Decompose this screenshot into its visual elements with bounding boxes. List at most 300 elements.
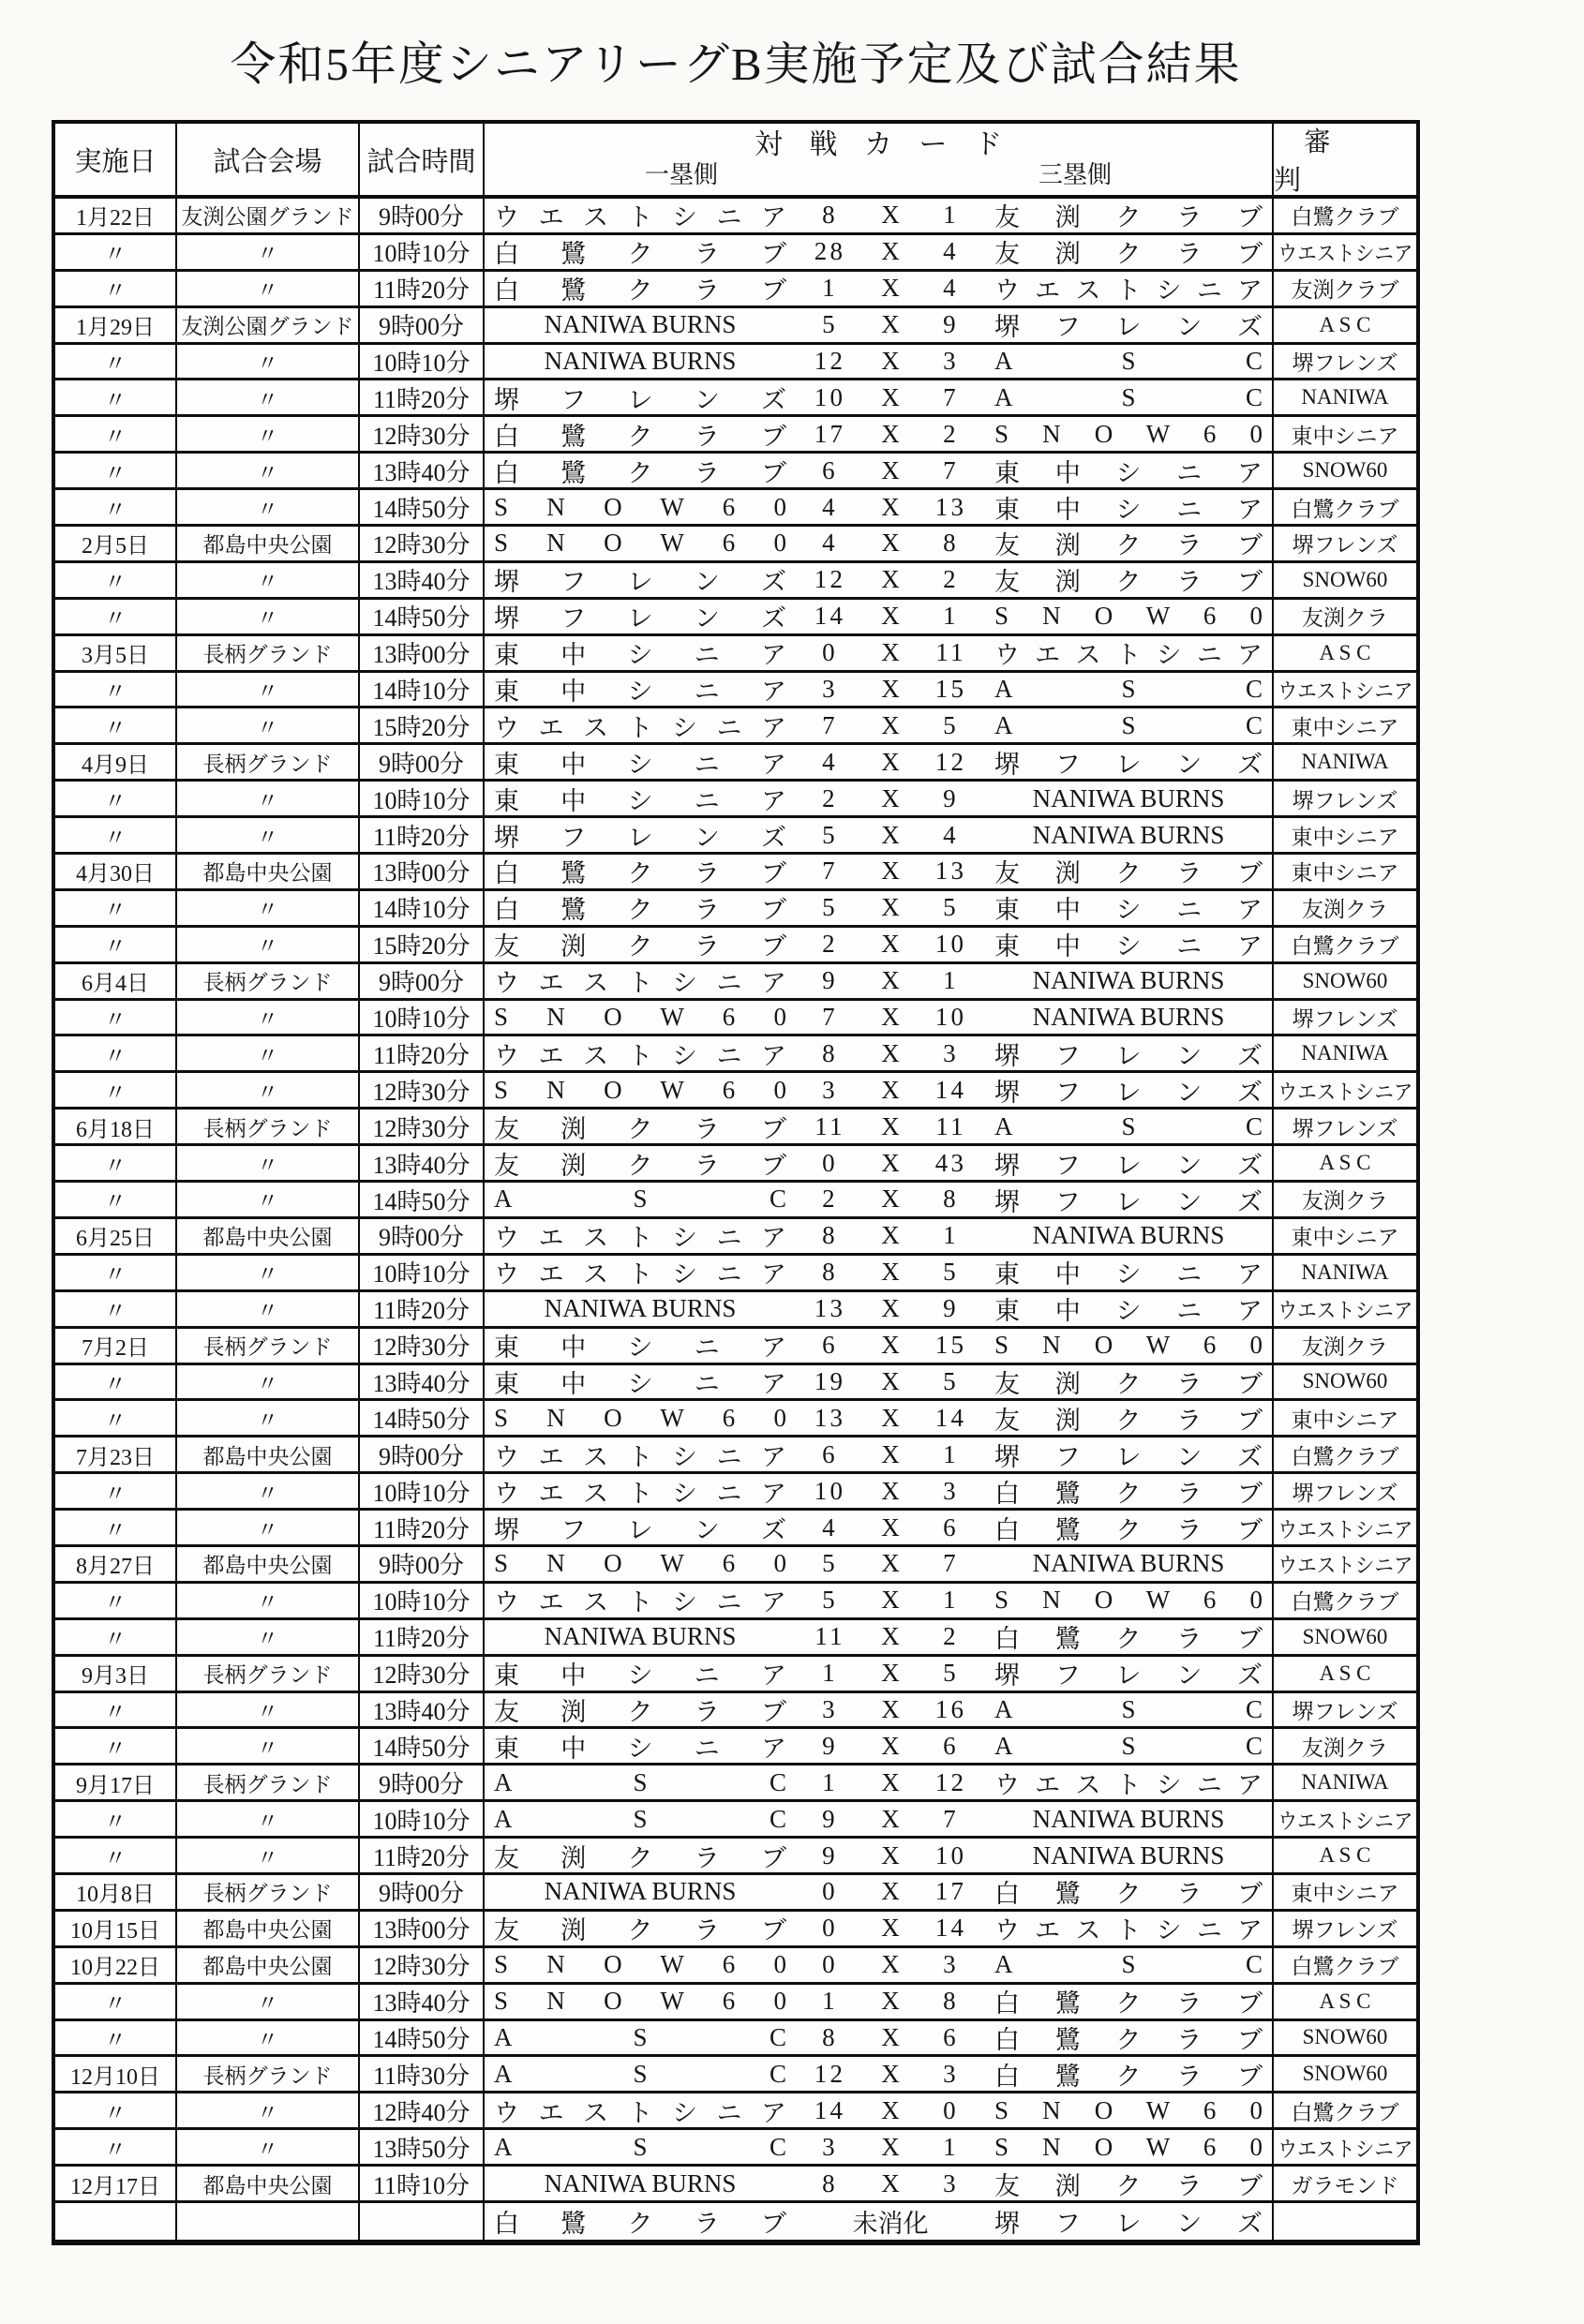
table-row — [55, 1365, 1416, 1402]
team-first-base: 白 鷺 ク ラ ブ — [494, 896, 786, 925]
cell-date — [55, 1948, 177, 1982]
cell-date — [55, 1912, 177, 1945]
table-row — [55, 745, 1416, 782]
team-first-base: A S C — [494, 1184, 786, 1214]
cell-venue — [177, 308, 360, 342]
date-value: 〃 — [104, 1810, 127, 1835]
score-first-base: 5 — [822, 893, 838, 922]
cell-venue — [177, 380, 360, 414]
cell-match — [485, 235, 1274, 269]
cell-date — [55, 2093, 177, 2127]
score-first-base: 3 — [822, 2132, 838, 2161]
date-value: 10月8日 — [76, 1883, 155, 1908]
team-first-base: 東 中 シ ニ ア — [494, 786, 786, 815]
time-value: 13時40分 — [372, 1697, 471, 1725]
table-row — [55, 308, 1416, 345]
team-third-base: 白 鷺 ク ラ ブ — [994, 1625, 1263, 1654]
table-row — [55, 417, 1416, 454]
table-row — [55, 2021, 1416, 2058]
time-value: 9時00分 — [378, 1552, 464, 1580]
venue-value: 〃 — [257, 1189, 278, 1214]
score-third-base: 4 — [943, 274, 959, 303]
cell-time — [360, 563, 485, 597]
cell-date — [55, 454, 177, 487]
cell-umpire — [1274, 563, 1416, 597]
cell-umpire — [1274, 1401, 1416, 1435]
cell-venue — [177, 235, 360, 269]
time-value: 11時20分 — [372, 1843, 471, 1871]
cell-date — [55, 1765, 177, 1799]
score-first-base: 1 — [822, 1987, 838, 2016]
score-first-base: 17 — [814, 419, 846, 448]
cell-match — [485, 417, 1274, 451]
score-third-base: 0 — [943, 2095, 959, 2124]
team-third-base: 東 中 シ ニ ア — [994, 896, 1263, 925]
team-first-base: S N O W 6 0 — [494, 492, 786, 521]
date-value: 1月29日 — [76, 316, 155, 341]
team-first-base: 堺 フ レ ン ズ — [494, 823, 786, 852]
score-group — [790, 784, 991, 813]
score-first-base: 14 — [814, 2095, 846, 2124]
umpire-value: 堺フレンズ — [1292, 1481, 1398, 1505]
score-third-base: 3 — [943, 2059, 959, 2088]
cell-time — [360, 1511, 485, 1544]
score-group — [790, 2023, 991, 2052]
cell-match — [485, 1875, 1274, 1909]
score-group — [790, 529, 991, 558]
venue-value: 〃 — [257, 788, 278, 812]
cell-time — [360, 782, 485, 815]
cell-venue — [177, 2203, 360, 2240]
cell-match — [485, 454, 1274, 487]
cell-venue — [177, 928, 360, 961]
team-third-base: 友 渕 ク ラ ブ — [994, 859, 1263, 888]
cell-date — [55, 1729, 177, 1763]
cell-time — [360, 855, 485, 888]
score-group — [790, 857, 991, 886]
time-value: 11時30分 — [372, 2062, 471, 2090]
venue-value: 長柄グランド — [202, 643, 333, 667]
table-row — [55, 2130, 1416, 2167]
umpire-value: 東中シニア — [1291, 424, 1399, 448]
score-first-base: 5 — [822, 820, 838, 849]
date-value: 〃 — [104, 1300, 127, 1325]
table-row — [55, 1256, 1416, 1292]
score-separator: X — [881, 930, 900, 959]
cell-match — [485, 1802, 1274, 1836]
team-first-base: A S C — [494, 2059, 786, 2088]
score-group — [790, 383, 991, 412]
cell-venue — [177, 1948, 360, 1982]
cell-match — [485, 1401, 1274, 1435]
date-value: 〃 — [104, 1190, 127, 1215]
umpire-value: ウエストシニア — [1278, 1554, 1412, 1578]
venue-value: 都島中央公園 — [202, 2173, 333, 2197]
team-third-base: S N O W 6 0 — [994, 1331, 1263, 1360]
time-value: 11時20分 — [372, 1625, 471, 1653]
venue-value: 〃 — [257, 1299, 278, 1323]
cell-time — [360, 308, 485, 342]
team-third-base: 堺 フ レ ン ズ — [994, 1442, 1263, 1471]
cell-date — [55, 1547, 177, 1581]
score-third-base: 7 — [943, 455, 959, 484]
team-first-base: 堺 フ レ ン ズ — [494, 385, 786, 414]
team-third-base: A S C — [994, 347, 1263, 375]
cell-match — [485, 1292, 1274, 1326]
cell-match — [485, 1912, 1274, 1945]
score-group — [790, 310, 991, 339]
team-first-base: ウエストシニア — [494, 969, 786, 998]
cell-umpire — [1274, 708, 1416, 742]
date-value: 〃 — [104, 1736, 127, 1762]
cell-date — [55, 417, 177, 451]
team-first-base: S N O W 6 0 — [494, 1075, 786, 1104]
score-group — [790, 711, 991, 740]
time-value: 13時40分 — [372, 458, 471, 486]
date-value: 〃 — [104, 1992, 127, 2018]
score-separator: X — [881, 1111, 900, 1140]
score-first-base: 10 — [814, 382, 846, 411]
date-value: 〃 — [104, 899, 127, 924]
venue-value: 〃 — [257, 1371, 278, 1395]
table-row — [55, 380, 1416, 417]
venue-value: 都島中央公園 — [202, 1918, 333, 1943]
team-first-base: A S C — [494, 1804, 786, 1833]
date-value: 3月5日 — [82, 644, 149, 669]
date-value: 〃 — [104, 1591, 127, 1616]
cell-umpire — [1274, 454, 1416, 487]
cell-umpire — [1274, 1839, 1416, 1872]
cell-date — [55, 380, 177, 414]
team-third-base: 白 鷺 ク ラ ブ — [994, 1989, 1263, 2019]
cell-venue — [177, 1729, 360, 1763]
umpire-value: NANIWA — [1301, 1259, 1389, 1284]
score-group — [790, 1331, 991, 1360]
cell-match — [485, 745, 1274, 779]
venue-value: 〃 — [257, 1153, 278, 1177]
time-value: 13時40分 — [372, 1989, 471, 2018]
team-third-base: 堺 フ レ ン ズ — [994, 750, 1263, 779]
team-third-base: S N O W 6 0 — [994, 419, 1263, 448]
cell-venue — [177, 1438, 360, 1471]
score-first-base: 0 — [822, 1950, 838, 1979]
score-first-base: 2 — [822, 1184, 838, 1214]
cell-venue — [177, 2167, 360, 2200]
cell-time — [360, 1365, 485, 1399]
cell-venue — [177, 964, 360, 998]
umpire-value: ウエストシニア — [1278, 1517, 1412, 1542]
cell-venue — [177, 1036, 360, 1070]
venue-value: 〃 — [257, 679, 278, 704]
cell-date — [55, 527, 177, 560]
team-third-base: ウエストシニア — [994, 1916, 1263, 1945]
score-group — [790, 1659, 991, 1688]
score-third-base: 10 — [934, 930, 967, 959]
date-value: 8月27日 — [76, 1555, 155, 1580]
score-first-base: 2 — [822, 930, 838, 959]
cell-venue — [177, 1292, 360, 1326]
cell-match — [485, 1547, 1274, 1581]
score-first-base: 10 — [814, 1476, 846, 1505]
venue-value: 〃 — [257, 1517, 278, 1542]
score-separator: X — [881, 1075, 900, 1104]
score-third-base: 7 — [943, 1549, 959, 1578]
score-first-base: 6 — [822, 1331, 838, 1360]
cell-venue — [177, 782, 360, 815]
time-value: 9時00分 — [378, 1880, 464, 1908]
venue-value: 〃 — [257, 424, 278, 448]
score-group — [790, 638, 991, 667]
cell-umpire — [1274, 490, 1416, 524]
cell-umpire — [1274, 1183, 1416, 1216]
cell-match — [485, 782, 1274, 815]
cell-venue — [177, 2021, 360, 2055]
table-body — [55, 199, 1416, 2240]
team-third-base: NANIWA BURNS — [1032, 820, 1225, 849]
cell-match — [485, 272, 1274, 305]
date-value: 6月25日 — [76, 1227, 155, 1252]
time-value: 13時40分 — [372, 1151, 471, 1179]
team-first-base: ウエストシニア — [494, 1588, 786, 1617]
cell-venue — [177, 527, 360, 560]
time-value: 14時50分 — [372, 604, 471, 633]
time-value: 14時50分 — [372, 1406, 471, 1434]
score-third-base: 6 — [943, 2022, 959, 2051]
team-third-base: NANIWA BURNS — [1032, 1549, 1225, 1578]
team-third-base: 東 中 シ ニ ア — [994, 495, 1263, 524]
cell-venue — [177, 745, 360, 779]
venue-value: 都島中央公園 — [202, 1226, 333, 1250]
score-third-base: 43 — [934, 1148, 967, 1177]
umpire-value: SNOW60 — [1302, 968, 1388, 992]
score-separator: X — [881, 2132, 900, 2161]
cell-date — [55, 2167, 177, 2200]
time-value: 14時50分 — [372, 1187, 471, 1215]
score-first-base: 0 — [822, 1914, 838, 1943]
cell-date — [55, 490, 177, 524]
score-separator: X — [881, 2059, 900, 2088]
umpire-value: ウエストシニア — [1278, 1299, 1412, 1323]
date-value: 7月23日 — [76, 1445, 155, 1470]
score-group — [790, 1549, 991, 1578]
header-umpire-label: 審判 — [1274, 127, 1361, 195]
date-value: 9月17日 — [76, 1773, 155, 1798]
cell-venue — [177, 636, 360, 670]
score-third-base: 11 — [935, 638, 966, 667]
date-value: 〃 — [104, 1518, 127, 1543]
table-row — [55, 527, 1416, 563]
header-third-base-side: 三塁側 — [1038, 160, 1112, 188]
date-value: 〃 — [104, 2101, 127, 2126]
score-first-base: 1 — [822, 1767, 838, 1796]
table-row — [55, 1802, 1416, 1839]
umpire-value: 友渕クラ — [1302, 1335, 1388, 1360]
cell-venue — [177, 454, 360, 487]
score-third-base: 1 — [943, 1586, 959, 1615]
score-first-base: 2 — [822, 783, 838, 812]
table-row — [55, 1912, 1416, 1948]
team-first-base: A S C — [494, 1767, 786, 1796]
score-first-base: 3 — [822, 1694, 838, 1723]
time-value: 11時20分 — [372, 1297, 471, 1325]
team-third-base: NANIWA BURNS — [1032, 1840, 1225, 1870]
score-separator: X — [881, 966, 900, 995]
score-first-base: 1 — [822, 1659, 838, 1688]
score-third-base: 3 — [943, 347, 959, 375]
header-row — [55, 124, 1416, 199]
score-third-base: 4 — [943, 237, 959, 266]
time-value: 12時30分 — [372, 531, 471, 559]
team-third-base: 白 鷺 ク ラ ブ — [994, 2062, 1263, 2091]
score-separator: X — [881, 2022, 900, 2051]
cell-match — [485, 1365, 1274, 1399]
team-first-base: 白 鷺 ク ラ ブ — [494, 859, 786, 888]
table-row — [55, 1183, 1416, 1219]
score-group — [790, 1622, 991, 1651]
time-value: 11時20分 — [372, 385, 471, 413]
score-group — [790, 1184, 991, 1214]
cell-umpire — [1274, 1292, 1416, 1326]
team-first-base: S N O W 6 0 — [494, 1003, 786, 1032]
date-value: 〃 — [104, 2028, 127, 2053]
score-third-base: 1 — [943, 1221, 959, 1250]
cell-venue — [177, 1110, 360, 1143]
table-row — [55, 1765, 1416, 1802]
time-value: 9時00分 — [378, 1224, 464, 1252]
date-value: 〃 — [104, 680, 127, 706]
table-row — [55, 454, 1416, 490]
cell-time — [360, 1401, 485, 1435]
venue-value: 長柄グランド — [202, 1116, 333, 1140]
cell-date — [55, 600, 177, 633]
umpire-value: 白鷺クラブ — [1291, 1955, 1399, 1979]
score-first-base: 4 — [822, 1512, 838, 1542]
cell-venue — [177, 1219, 360, 1253]
time-value: 13時00分 — [372, 1916, 471, 1944]
table-row — [55, 855, 1416, 891]
date-value: 2月5日 — [82, 534, 149, 559]
cell-date — [55, 1657, 177, 1691]
cell-umpire — [1274, 1765, 1416, 1799]
score-third-base: 2 — [943, 419, 959, 448]
time-value: 10時10分 — [372, 786, 471, 814]
umpire-value: 東中シニア — [1291, 1226, 1399, 1250]
cell-time — [360, 745, 485, 779]
team-first-base: 白 鷺 ク ラ ブ — [494, 276, 786, 305]
cell-umpire — [1274, 1948, 1416, 1982]
cell-date — [55, 1256, 177, 1289]
header-first-base-side: 一塁側 — [644, 160, 718, 188]
score-third-base: 1 — [943, 1439, 959, 1468]
score-separator: X — [881, 1840, 900, 1870]
team-first-base: ウエストシニア — [494, 713, 786, 742]
venue-value: 〃 — [257, 1736, 278, 1760]
venue-value: 都島中央公園 — [202, 861, 333, 886]
venue-value: 長柄グランド — [202, 2063, 333, 2088]
date-value: 4月30日 — [76, 862, 155, 887]
cell-time — [360, 345, 485, 379]
venue-value: 〃 — [257, 1845, 278, 1870]
cell-venue — [177, 1146, 360, 1180]
venue-value: 〃 — [257, 497, 278, 521]
team-first-base: 東 中 シ ニ ア — [494, 1734, 786, 1763]
score-separator: X — [881, 1586, 900, 1615]
team-third-base: 友 渕 ク ラ ブ — [994, 568, 1263, 597]
score-group — [790, 1513, 991, 1542]
cell-match — [485, 1620, 1274, 1654]
cell-date — [55, 636, 177, 670]
umpire-value: NANIWA — [1301, 1041, 1389, 1065]
date-value: 〃 — [104, 2138, 127, 2163]
score-third-base: 11 — [935, 1111, 966, 1140]
score-third-base: 8 — [943, 1987, 959, 2016]
score-first-base: 8 — [822, 2168, 838, 2197]
umpire-value: A S C — [1319, 1843, 1371, 1868]
table-row — [55, 636, 1416, 673]
umpire-value: 白鷺クラブ — [1291, 1444, 1399, 1468]
cell-date — [55, 2203, 177, 2240]
score-third-base: 17 — [934, 1877, 967, 1906]
score-group — [790, 1294, 991, 1323]
umpire-value: SNOW60 — [1302, 2062, 1388, 2086]
cell-date — [55, 1985, 177, 2019]
cell-umpire — [1274, 1036, 1416, 1070]
score-group — [790, 456, 991, 485]
cell-umpire — [1274, 855, 1416, 888]
score-third-base: 9 — [943, 1294, 959, 1323]
score-group — [790, 675, 991, 704]
cell-date — [55, 1802, 177, 1836]
cell-umpire — [1274, 527, 1416, 560]
score-group — [790, 1112, 991, 1141]
date-value: 〃 — [104, 461, 127, 486]
score-separator: X — [881, 1694, 900, 1723]
cell-umpire — [1274, 745, 1416, 779]
cell-date — [55, 1219, 177, 1253]
score-third-base: 3 — [943, 1038, 959, 1067]
cell-venue — [177, 1693, 360, 1727]
score-group — [790, 565, 991, 594]
table-row — [55, 1329, 1416, 1365]
cell-time — [360, 818, 485, 852]
team-first-base: 東 中 シ ニ ア — [494, 1333, 786, 1363]
umpire-value: ガラモンド — [1291, 2173, 1399, 2197]
table-row — [55, 2203, 1416, 2240]
score-separator: X — [881, 1622, 900, 1651]
time-value: 9時00分 — [378, 969, 464, 997]
venue-value: 〃 — [257, 242, 278, 266]
score-third-base: 10 — [934, 1840, 967, 1870]
time-value: 11時20分 — [372, 823, 471, 851]
cell-umpire — [1274, 2130, 1416, 2164]
score-separator: X — [881, 1221, 900, 1250]
team-first-base: 白 鷺 ク ラ ブ — [494, 240, 786, 269]
team-third-base: 堺 フ レ ン ズ — [994, 1661, 1263, 1691]
umpire-value: NANIWA — [1301, 750, 1389, 774]
score-third-base: 15 — [934, 1331, 967, 1360]
cell-venue — [177, 1547, 360, 1581]
score-separator: X — [881, 1804, 900, 1833]
score-separator: X — [881, 455, 900, 484]
date-value: 〃 — [104, 1700, 127, 1725]
team-third-base: ウエストシニア — [994, 641, 1263, 670]
venue-value: 長柄グランド — [202, 1335, 333, 1360]
venue-value: 友渕公園グランド — [181, 205, 354, 230]
date-value: 〃 — [104, 425, 127, 450]
table-row — [55, 782, 1416, 818]
table-row — [55, 600, 1416, 636]
cell-time — [360, 1438, 485, 1471]
